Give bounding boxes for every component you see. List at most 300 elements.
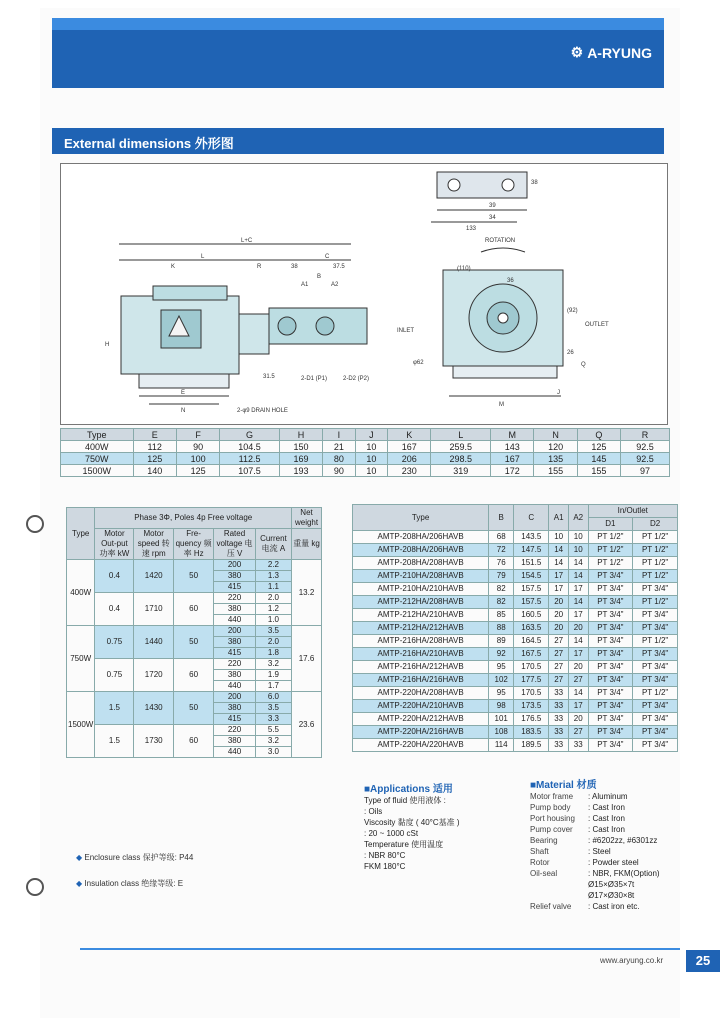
perf-speed: 1430	[134, 692, 173, 725]
model-cell: 154.5	[514, 570, 549, 583]
model-cell: 14	[568, 557, 588, 570]
model-cell: 17	[568, 583, 588, 596]
model-cell: 33	[549, 739, 569, 752]
model-cell: PT 1/2"	[633, 557, 678, 570]
model-cell: 27	[549, 648, 569, 661]
applications-line: FKM 180°C	[364, 862, 406, 871]
model-cell: PT 1/2"	[633, 544, 678, 557]
perf-current: 3.3	[255, 714, 291, 725]
dims-cell: 150	[279, 441, 322, 453]
perf-header-weight: 重量 kg	[292, 529, 322, 560]
port-p1: 2-D1 (P1)	[301, 376, 328, 382]
model-cell: PT 3/4"	[633, 713, 678, 726]
dims-header-cell: Q	[577, 429, 620, 441]
dims-cell: 155	[534, 465, 577, 477]
dim-39: 39	[489, 203, 496, 209]
model-cell: AMTP-212HA/208HAVB	[353, 596, 489, 609]
dim-e: E	[181, 390, 186, 396]
dim-c: C	[325, 254, 330, 260]
perf-voltage: 200	[214, 692, 255, 703]
dims-cell: 298.5	[431, 453, 491, 465]
model-cell: 27	[568, 726, 588, 739]
model-cell: 20	[549, 596, 569, 609]
perf-voltage: 440	[214, 747, 255, 758]
inlet-label: INLET	[397, 328, 415, 334]
perf-type: 400W	[67, 560, 95, 626]
model-row	[353, 570, 678, 583]
dims-cell: 259.5	[431, 441, 491, 453]
model-cell: AMTP-220HA/208HAVB	[353, 687, 489, 700]
dims-cell: 230	[388, 465, 431, 477]
square-bullet-icon: ■	[530, 780, 537, 791]
section-header	[52, 128, 664, 154]
model-cell: 33	[549, 726, 569, 739]
model-cell: 33	[568, 739, 588, 752]
model-cell: 173.5	[514, 700, 549, 713]
perf-current: 3.5	[255, 626, 291, 637]
perf-speed: 1420	[134, 560, 173, 593]
top-view	[431, 172, 527, 222]
dims-cell: 1500W	[61, 465, 134, 477]
material-key: Motor frame	[530, 792, 574, 801]
model-cell: PT 3/4"	[633, 583, 678, 596]
model-cell: 10	[549, 531, 569, 544]
model-row	[353, 583, 678, 596]
model-header-d2: D2	[633, 518, 678, 531]
material-key: Bearing	[530, 836, 558, 845]
model-header-b: B	[489, 505, 514, 531]
insulation-text: Insulation class 绝缘等级: E	[84, 879, 184, 888]
material-value: : Cast Iron	[588, 803, 625, 812]
dims-header-cell: N	[534, 429, 577, 441]
dims-cell: 92.5	[621, 441, 670, 453]
dims-header-cell: F	[176, 429, 219, 441]
model-row	[353, 739, 678, 752]
model-cell: PT 3/4"	[588, 674, 633, 687]
material-key: Oil-seal	[530, 869, 558, 878]
dims-cell: 90	[323, 465, 355, 477]
material-key: Pump cover	[530, 825, 573, 834]
perf-voltage: 380	[214, 703, 255, 714]
model-row	[353, 674, 678, 687]
applications-line: Temperature 使用温度	[364, 840, 444, 849]
model-cell: 167.5	[514, 648, 549, 661]
material-key	[530, 879, 588, 890]
model-cell: 160.5	[514, 609, 549, 622]
model-row	[353, 635, 678, 648]
perf-voltage: 380	[214, 604, 255, 615]
model-row	[353, 557, 678, 570]
perf-header-phase: Phase 3Φ, Poles 4p Free voltage	[95, 508, 292, 529]
dim-37-5: 37.5	[333, 264, 345, 270]
material-value: Ø15×Ø35×7t	[588, 880, 635, 889]
dim-l-c: L+C	[241, 238, 253, 244]
model-cell: PT 1/2"	[633, 570, 678, 583]
dim-l: L	[201, 254, 205, 260]
perf-voltage: 415	[214, 648, 255, 659]
model-cell: 170.5	[514, 687, 549, 700]
material-key: Rotor	[530, 858, 550, 867]
model-cell: 92	[489, 648, 514, 661]
dim-k: K	[171, 264, 176, 270]
dims-cell: 400W	[61, 441, 134, 453]
material-row	[530, 879, 680, 890]
model-row	[353, 609, 678, 622]
page-number: 25	[686, 950, 720, 972]
perf-type: 750W	[67, 626, 95, 692]
model-cell: PT 3/4"	[633, 674, 678, 687]
dims-cell: 140	[133, 465, 176, 477]
model-cell: 20	[568, 713, 588, 726]
material-value: Ø17×Ø30×8t	[588, 891, 635, 900]
material-row	[530, 824, 680, 835]
dims-cell: 97	[621, 465, 670, 477]
model-row	[353, 700, 678, 713]
applications-line: Type of fluid 使用液体 :	[364, 796, 446, 805]
dims-cell: 112.5	[220, 453, 280, 465]
perf-weight: 23.6	[292, 692, 322, 758]
perf-weight: 13.2	[292, 560, 322, 626]
model-cell: AMTP-216HA/216HAVB	[353, 674, 489, 687]
material-row	[530, 791, 680, 802]
enclosure-text: Enclosure class 保护等级: P44	[84, 853, 194, 862]
rotation-label: ROTATION	[485, 238, 516, 244]
material-value: : Aluminum	[588, 792, 628, 801]
model-cell: 102	[489, 674, 514, 687]
perf-voltage: 380	[214, 670, 255, 681]
model-cell: 10	[568, 531, 588, 544]
dim-34: 34	[489, 215, 496, 221]
dim-a1: A1	[301, 282, 309, 288]
dims-cell: 10	[355, 453, 387, 465]
model-cell: 27	[549, 635, 569, 648]
perf-freq: 60	[173, 725, 213, 758]
dims-cell: 206	[388, 453, 431, 465]
model-cell: 14	[549, 557, 569, 570]
model-cell: PT 3/4"	[588, 661, 633, 674]
perf-current: 5.5	[255, 725, 291, 736]
material-row	[530, 813, 680, 824]
perf-row	[67, 725, 322, 736]
model-cell: PT 3/4"	[633, 726, 678, 739]
dims-cell: 193	[279, 465, 322, 477]
perf-voltage: 220	[214, 659, 255, 670]
dim-n: N	[181, 408, 186, 414]
model-header-c: C	[514, 505, 549, 531]
perf-freq: 50	[173, 626, 213, 659]
model-cell: PT 1/2"	[633, 531, 678, 544]
dim-r: R	[257, 264, 262, 270]
model-cell: 157.5	[514, 596, 549, 609]
dims-cell: 319	[431, 465, 491, 477]
perf-current: 2.2	[255, 560, 291, 571]
model-cell: PT 3/4"	[588, 596, 633, 609]
model-cell: 14	[568, 635, 588, 648]
model-cell: 20	[568, 622, 588, 635]
material-value: : #6202zz, #6301zz	[588, 836, 658, 845]
dims-header-cell: G	[220, 429, 280, 441]
perf-voltage: 415	[214, 714, 255, 725]
outlet-label: OUTLET	[585, 322, 609, 328]
perf-row	[67, 593, 322, 604]
dims-cell: 10	[355, 441, 387, 453]
dims-header-cell: M	[491, 429, 534, 441]
drain-hole: 2-φ9 DRAIN HOLE	[237, 408, 288, 414]
model-cell: PT 3/4"	[588, 700, 633, 713]
dim-j: J	[557, 390, 560, 396]
footer-url: www.aryung.co.kr	[600, 956, 664, 965]
material-value: : Cast Iron	[588, 825, 625, 834]
pump-drawing-svg	[61, 164, 667, 424]
perf-current: 6.0	[255, 692, 291, 703]
model-row	[353, 713, 678, 726]
perf-voltage: 440	[214, 615, 255, 626]
brand-name: A-RYUNG	[587, 44, 652, 61]
model-cell: 183.5	[514, 726, 549, 739]
perf-freq: 50	[173, 560, 213, 593]
diamond-bullet-icon: ◆	[76, 853, 83, 862]
model-cell: PT 3/4"	[588, 609, 633, 622]
model-cell: 151.5	[514, 557, 549, 570]
perf-header-speed: Motor speed 转速 rpm	[134, 529, 173, 560]
dims-header-cell: E	[133, 429, 176, 441]
perf-out: 0.4	[95, 560, 134, 593]
model-cell: AMTP-216HA/210HAVB	[353, 648, 489, 661]
perf-freq: 60	[173, 593, 213, 626]
dim-m: M	[499, 402, 504, 408]
material-key: Shaft	[530, 847, 549, 856]
enclosure-note	[76, 852, 193, 863]
perf-current: 3.2	[255, 736, 291, 747]
material-row	[530, 890, 680, 901]
model-cell: AMTP-220HA/210HAVB	[353, 700, 489, 713]
model-cell: 176.5	[514, 713, 549, 726]
model-cell: AMTP-220HA/216HAVB	[353, 726, 489, 739]
dims-cell: 172	[491, 465, 534, 477]
model-cell: 20	[549, 609, 569, 622]
perf-current: 2.0	[255, 637, 291, 648]
port-p2: 2-D2 (P2)	[343, 376, 370, 382]
model-cell: AMTP-216HA/212HAVB	[353, 661, 489, 674]
material-value: : Cast Iron	[588, 814, 625, 823]
perf-current: 1.0	[255, 615, 291, 626]
material-row	[530, 835, 680, 846]
dim-q: Q	[581, 362, 586, 368]
dims-cell: 107.5	[220, 465, 280, 477]
diamond-bullet-icon: ◆	[76, 879, 83, 888]
model-cell: 85	[489, 609, 514, 622]
applications-line: : NBR 80°C	[364, 851, 406, 860]
model-cell: AMTP-208HA/208HAVB	[353, 557, 489, 570]
applications-line: : 20 ~ 1000 cSt	[364, 829, 419, 838]
dim-b: B	[317, 274, 322, 280]
material-section	[530, 780, 680, 912]
perf-voltage: 220	[214, 593, 255, 604]
material-key: Relief valve	[530, 902, 572, 911]
model-cell: 89	[489, 635, 514, 648]
perf-voltage: 440	[214, 681, 255, 692]
dims-header-cell: K	[388, 429, 431, 441]
perf-out: 0.75	[95, 659, 134, 692]
model-cell: PT 1/2"	[588, 544, 633, 557]
perf-speed: 1730	[134, 725, 173, 758]
material-row	[530, 901, 680, 912]
dims-cell: 100	[176, 453, 219, 465]
model-cell: PT 3/4"	[633, 700, 678, 713]
model-cell: 27	[549, 674, 569, 687]
dims-header-cell: H	[279, 429, 322, 441]
material-value: : Cast iron etc.	[588, 902, 640, 911]
perf-speed: 1720	[134, 659, 173, 692]
dims-cell: 112	[133, 441, 176, 453]
model-cell: 163.5	[514, 622, 549, 635]
model-cell: 27	[549, 661, 569, 674]
model-cell: PT 3/4"	[633, 609, 678, 622]
model-cell: PT 3/4"	[588, 622, 633, 635]
material-key: Pump body	[530, 803, 571, 812]
model-cell: 20	[549, 622, 569, 635]
model-cell: PT 3/4"	[588, 713, 633, 726]
model-cell: PT 1/2"	[633, 687, 678, 700]
model-cell: PT 3/4"	[633, 622, 678, 635]
dims-cell: 750W	[61, 453, 134, 465]
perf-current: 3.2	[255, 659, 291, 670]
perf-current: 3.5	[255, 703, 291, 714]
perf-current: 1.7	[255, 681, 291, 692]
dims-row	[61, 465, 670, 477]
model-cell: 68	[489, 531, 514, 544]
perf-voltage: 200	[214, 560, 255, 571]
perf-speed: 1710	[134, 593, 173, 626]
dim-phi: φ62	[413, 360, 424, 366]
applications-line: : Oils	[364, 807, 383, 816]
model-cell: PT 1/2"	[633, 635, 678, 648]
dims-cell: 155	[577, 465, 620, 477]
model-cell: AMTP-212HA/210HAVB	[353, 609, 489, 622]
model-cell: PT 1/2"	[633, 596, 678, 609]
dims-cell: 92.5	[621, 453, 670, 465]
model-cell: 33	[549, 687, 569, 700]
side-view	[119, 244, 370, 404]
model-cell: 177.5	[514, 674, 549, 687]
perf-speed: 1440	[134, 626, 173, 659]
model-cell: 147.5	[514, 544, 549, 557]
dim-h: H	[105, 342, 110, 348]
dim-110: (110)	[457, 266, 471, 272]
model-cell: 170.5	[514, 661, 549, 674]
model-cell: 17	[549, 583, 569, 596]
perf-voltage: 380	[214, 637, 255, 648]
dim-133: 133	[466, 226, 477, 232]
perf-current: 1.8	[255, 648, 291, 659]
model-cell: PT 3/4"	[588, 739, 633, 752]
perf-header-output: Motor Out-put 功率 kW	[95, 529, 134, 560]
model-cell: 164.5	[514, 635, 549, 648]
model-cell: AMTP-208HA/206HAVB	[353, 531, 489, 544]
applications-line: Viscosity 黏度 ( 40°C基准 )	[364, 818, 460, 827]
binder-hole	[26, 515, 44, 533]
footer-line	[80, 948, 680, 950]
model-row	[353, 726, 678, 739]
dims-cell: 125	[176, 465, 219, 477]
model-cell: 17	[549, 570, 569, 583]
model-cell: 17	[568, 700, 588, 713]
model-cell: PT 1/2"	[588, 531, 633, 544]
dims-header-cell: L	[431, 429, 491, 441]
perf-row	[67, 626, 322, 637]
perf-current: 2.0	[255, 593, 291, 604]
model-row	[353, 622, 678, 635]
model-cell: 88	[489, 622, 514, 635]
model-row	[353, 544, 678, 557]
material-row	[530, 857, 680, 868]
dim-31-5: 31.5	[263, 374, 275, 380]
square-bullet-icon: ■	[364, 784, 371, 795]
model-cell: 108	[489, 726, 514, 739]
model-cell: AMTP-212HA/212HAVB	[353, 622, 489, 635]
model-table	[352, 504, 678, 752]
model-cell: 143.5	[514, 531, 549, 544]
model-row	[353, 687, 678, 700]
model-cell: PT 3/4"	[588, 570, 633, 583]
model-cell: 17	[568, 609, 588, 622]
model-cell: 14	[568, 570, 588, 583]
model-cell: PT 3/4"	[588, 635, 633, 648]
model-cell: 14	[568, 687, 588, 700]
dim-26: 26	[567, 350, 574, 356]
dims-cell: 135	[534, 453, 577, 465]
dims-cell: 167	[491, 453, 534, 465]
perf-header-freq: Fre-quency 频率 Hz	[173, 529, 213, 560]
perf-current: 3.0	[255, 747, 291, 758]
perf-voltage: 220	[214, 725, 255, 736]
material-key	[530, 890, 588, 901]
model-cell: 17	[568, 648, 588, 661]
model-cell: AMTP-220HA/212HAVB	[353, 713, 489, 726]
model-cell: PT 3/4"	[588, 583, 633, 596]
gear-icon: ⚙	[570, 44, 584, 60]
dims-cell: 80	[323, 453, 355, 465]
model-cell: AMTP-216HA/208HAVB	[353, 635, 489, 648]
brand-logo	[571, 44, 652, 61]
performance-table	[66, 507, 322, 758]
model-row	[353, 661, 678, 674]
model-cell: 157.5	[514, 583, 549, 596]
applications-section	[364, 784, 524, 872]
dims-cell: 125	[577, 441, 620, 453]
dims-cell: 169	[279, 453, 322, 465]
material-key: Port housing	[530, 814, 575, 823]
perf-header-net: Net weight	[292, 508, 322, 529]
material-row	[530, 802, 680, 813]
insulation-note	[76, 878, 183, 889]
dims-row	[61, 441, 670, 453]
model-cell: 95	[489, 661, 514, 674]
perf-row	[67, 560, 322, 571]
header-strip	[52, 18, 664, 30]
model-cell: AMTP-210HA/210HAVB	[353, 583, 489, 596]
material-title	[530, 780, 680, 791]
material-value: : Powder steel	[588, 858, 639, 867]
model-header-d1: D1	[588, 518, 633, 531]
material-row	[530, 846, 680, 857]
dim-38-side: 38	[291, 264, 298, 270]
dims-cell: 145	[577, 453, 620, 465]
model-cell: 27	[568, 674, 588, 687]
applications-title-text: Applications 适用	[370, 784, 453, 795]
dims-cell: 167	[388, 441, 431, 453]
model-cell: AMTP-210HA/208HAVB	[353, 570, 489, 583]
